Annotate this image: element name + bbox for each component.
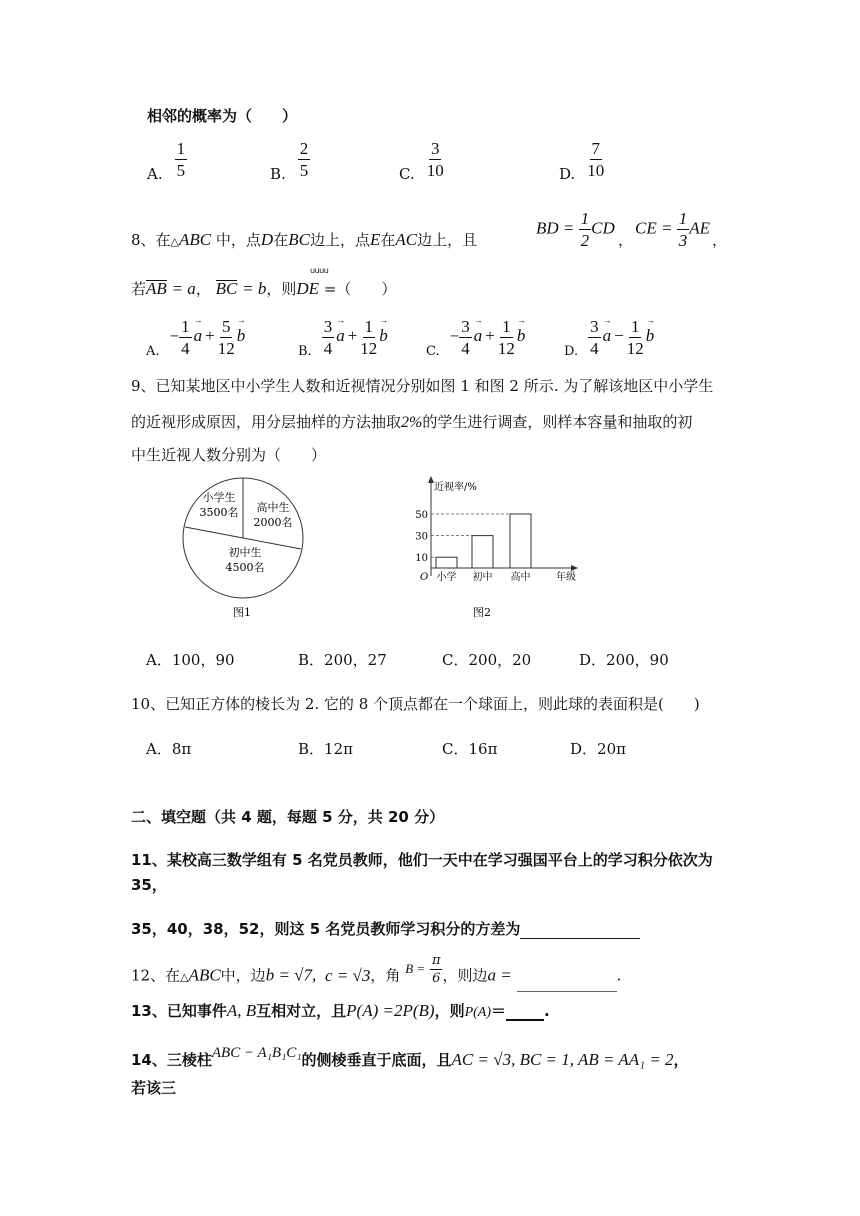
q8-eq-b: = b — [242, 279, 267, 298]
fraction-numerator: 3 — [590, 317, 599, 336]
q11-line1: 11、某校高三数学组有 5 名党员教师，他们一天中在学习强国平台上的学习积分依次为 — [131, 851, 713, 869]
vector-a: → a — [336, 326, 345, 346]
section2-title: 二、填空题（共 4 题，每题 5 分，共 20 分） — [131, 808, 445, 826]
option-fraction — [175, 140, 188, 179]
vector-a: → a — [474, 326, 483, 346]
q9-pct: 2% — [401, 414, 423, 431]
option-fraction-1 — [588, 318, 601, 357]
q14-comma: ， — [673, 1051, 689, 1069]
q12-pi-fraction — [430, 954, 443, 985]
q8-comma1: ， — [618, 231, 634, 249]
q8-t1: 中，点 — [215, 231, 261, 249]
q13-ab: A, B — [226, 1001, 257, 1020]
fraction-denominator: 12 — [626, 339, 644, 358]
q9-line2b: 的学生进行调查，则样本容量和抽取的初 — [422, 413, 693, 431]
fraction-denominator: 4 — [323, 339, 333, 358]
option-operator: + — [205, 326, 215, 346]
q8-third-num: 1 — [678, 209, 688, 228]
bar-小学 — [436, 557, 457, 568]
q8-bc: BC — [288, 230, 310, 249]
q8-option-d[interactable] — [564, 317, 655, 360]
fraction-numerator: 1 — [181, 317, 190, 336]
option-fraction-2 — [218, 318, 235, 357]
q10-text: 10、已知正方体的棱长为 2. 它的 8 个顶点都在一个球面上，则此球的表面积是( ) — [131, 695, 700, 713]
q13-t2: ，则 — [434, 1002, 465, 1020]
option-label: B. — [270, 164, 286, 183]
q10-option-c[interactable]: C．16π — [442, 740, 498, 758]
fraction-denominator: 12 — [360, 339, 378, 358]
pie-divider-left — [185, 527, 243, 538]
q13-prefix: 13、已知事件 — [131, 1002, 227, 1020]
q12-t1: 中，边 — [220, 966, 266, 985]
option-operator: − — [614, 326, 624, 346]
option-label: D. — [559, 164, 576, 183]
q8-cd: CD — [591, 218, 615, 238]
fraction-numerator: 1 — [502, 317, 511, 336]
fraction-numerator: 3 — [323, 317, 333, 336]
q12-six: 6 — [432, 971, 441, 986]
q13-t3: ＝ — [491, 1002, 507, 1020]
q13-pa: P(A) — [464, 1005, 492, 1020]
x-axis-label: 年级 — [556, 572, 576, 583]
q8-bd-condition — [536, 210, 615, 249]
vector-b: → b — [646, 326, 655, 346]
q10-option-a[interactable]: A．8π — [146, 740, 192, 758]
q14-line1 — [131, 1045, 689, 1070]
bar-chart-caption: 图2 — [473, 606, 491, 619]
q9-option-c[interactable]: C．200，20 — [442, 651, 532, 669]
fraction-numerator: 5 — [221, 317, 231, 336]
y-tick-label: 30 — [415, 531, 428, 543]
option-fraction-1 — [322, 318, 335, 357]
option-fraction-2 — [627, 318, 644, 357]
fraction-denominator: 4 — [590, 339, 599, 358]
q14-cond: AC = √3, BC = 1, AB = AA₁ = 2 — [451, 1050, 674, 1069]
q7-option-d[interactable] — [559, 139, 605, 183]
fraction-numerator: 3 — [430, 139, 440, 158]
x-axis-arrow-icon — [571, 565, 578, 571]
bar-chart-figure — [410, 474, 580, 624]
x-tick-label: 小学 — [436, 572, 457, 583]
option-sign: − — [449, 326, 460, 346]
q8-vector-ab: AB — [146, 279, 167, 298]
pie-label-primary-count: 3500名 — [199, 506, 239, 519]
q8-line2-prefix: 若 — [131, 280, 147, 298]
y-axis-label: 近视率/% — [434, 482, 477, 493]
q13-t1: 互相对立，且 — [256, 1002, 347, 1020]
q8-uuuu-glyph: uuuu — [310, 266, 329, 275]
fraction-numerator: 3 — [461, 317, 470, 336]
q11-line3-text: 35，40，38，52，则这 5 名党员教师学习积分的方差为 — [131, 920, 521, 938]
option-label: A. — [147, 164, 163, 183]
q9-option-b[interactable]: B．200，27 — [298, 651, 387, 669]
option-fraction-2 — [360, 318, 377, 357]
triangle-icon: △ — [180, 970, 189, 984]
q8-eq-paren: =（ ） — [323, 280, 397, 298]
fraction-denominator: 12 — [497, 339, 515, 358]
option-label: D. — [564, 344, 579, 360]
q7-option-a[interactable] — [147, 139, 187, 183]
option-fraction-2 — [498, 318, 515, 357]
pie-caption: 图1 — [233, 606, 251, 619]
fraction-denominator: 10 — [426, 161, 444, 180]
fraction-denominator: 10 — [587, 161, 605, 180]
q8-t5: 边上，且 — [417, 231, 478, 249]
fraction-numerator: 7 — [591, 139, 601, 158]
triangle-icon: △ — [170, 235, 180, 248]
x-tick-label: 初中 — [472, 572, 493, 583]
q9-line2 — [131, 411, 692, 432]
option-operator: + — [485, 326, 495, 346]
q7-tail-text: 相邻的概率为（ ） — [147, 107, 298, 125]
q13-expr: P(A) =2P(B) — [346, 1001, 435, 1020]
q12-B-lhs: B = — [405, 960, 426, 976]
q8-option-b[interactable] — [298, 317, 388, 360]
q8-option-c[interactable] — [426, 317, 526, 360]
fraction-denominator: 4 — [181, 339, 190, 358]
q8-abc: ABC — [179, 230, 212, 249]
q8-d: D — [260, 230, 274, 249]
q8-t3: 边上，点 — [309, 231, 370, 249]
q9-option-a[interactable]: A．100，90 — [146, 651, 235, 669]
q8-sep: ， — [195, 280, 211, 298]
q8-comma2: ， — [712, 231, 728, 249]
q14-prefix: 14、三棱柱 — [131, 1051, 212, 1069]
q12-pi: π — [431, 953, 441, 968]
bar-初中 — [472, 536, 493, 568]
q12-t2: ，角 — [370, 966, 401, 985]
q12-abc: ABC — [188, 965, 221, 985]
q8-half-fraction — [579, 210, 592, 249]
q8-t2: 在 — [273, 231, 289, 249]
q8-third-fraction — [677, 210, 690, 249]
q8-option-a[interactable] — [146, 317, 246, 360]
q14-line2: 若该三 — [131, 1079, 177, 1097]
fraction-numerator: 1 — [176, 139, 186, 158]
q11-line3 — [131, 918, 640, 939]
vector-b: → b — [237, 326, 246, 346]
q10-option-d[interactable]: D．20π — [570, 740, 626, 758]
option-fraction-1 — [459, 318, 472, 357]
q8-ac: AC — [395, 230, 418, 249]
pie-chart-figure — [175, 474, 315, 624]
q8-vector-de: DE — [296, 279, 320, 298]
q12-t3: ，则边 — [442, 966, 488, 985]
origin-label: O — [420, 572, 429, 583]
q9-line1: 9、已知某地区中小学生人数和近视情况分别如图 1 和图 2 所示. 为了解该地区中小学生 — [131, 377, 714, 395]
option-fraction — [587, 140, 604, 179]
q11-line2: 35， — [131, 876, 167, 894]
vector-a: → a — [603, 326, 612, 346]
q8-t4: 在 — [380, 231, 396, 249]
q9-line2a: 的近视形成原因，用分层抽样的方法抽取 — [131, 413, 402, 431]
q8-half-num: 1 — [580, 209, 590, 228]
vector-b: → b — [379, 326, 388, 346]
fraction-denominator: 5 — [176, 161, 186, 180]
q13-line — [131, 1000, 550, 1021]
q8-vector-bc: BC — [215, 279, 238, 298]
q13-end: . — [544, 1002, 550, 1020]
q8-ae: AE — [689, 218, 710, 238]
q10-option-b[interactable]: B．12π — [298, 740, 353, 758]
bar-group — [415, 510, 531, 583]
vector-a: → a — [194, 326, 203, 346]
option-sign: − — [169, 326, 180, 346]
q12-a-eq: a = — [487, 965, 512, 985]
pie-label-high-name: 高中生 — [256, 501, 290, 514]
option-fraction — [427, 140, 444, 179]
q14-t1: 的侧棱垂直于底面，且 — [301, 1051, 452, 1069]
option-label: C. — [399, 164, 415, 183]
q12-b-eq: b = √7, — [265, 965, 317, 985]
pie-label-high-count: 2000名 — [253, 516, 293, 529]
option-fraction-1 — [179, 318, 192, 357]
q8-third-den: 3 — [678, 231, 688, 250]
q8-ce-lhs: CE = — [635, 218, 673, 238]
q13-answer-blank[interactable] — [506, 1005, 544, 1021]
fraction-numerator: 1 — [630, 317, 640, 336]
q7-option-b[interactable] — [270, 139, 310, 183]
fraction-numerator: 1 — [364, 317, 374, 336]
fraction-denominator: 5 — [299, 161, 309, 180]
q8-line1 — [131, 229, 477, 250]
q8-line2 — [131, 278, 396, 299]
vector-b: → b — [517, 326, 526, 346]
pie-label-middle-name: 初中生 — [228, 546, 262, 559]
q12-answer-blank[interactable] — [517, 977, 617, 992]
bar-高中 — [510, 514, 531, 568]
q9-line3: 中生近视人数分别为（ ） — [131, 446, 327, 464]
q8-then: ，则 — [266, 280, 297, 298]
option-fraction — [298, 140, 311, 179]
q7-option-c[interactable] — [399, 139, 444, 183]
fraction-denominator: 12 — [217, 339, 235, 358]
q8-half-den: 2 — [580, 231, 590, 250]
q9-option-d[interactable]: D．200，90 — [579, 651, 669, 669]
q8-ce-condition — [635, 210, 710, 249]
option-operator: + — [347, 326, 358, 346]
pie-label-middle-count: 4500名 — [225, 561, 265, 574]
y-tick-label: 50 — [415, 510, 428, 521]
q8-bd-lhs: BD = — [536, 218, 575, 238]
fraction-numerator: 2 — [299, 139, 309, 158]
q14-prism: ABC − A₁B₁C₁ — [211, 1045, 302, 1061]
q12-end: . — [616, 966, 622, 985]
option-label: B. — [298, 344, 312, 360]
option-label: A. — [146, 344, 160, 360]
q12-prefix: 12、在 — [131, 966, 181, 985]
q12-c-eq: c = √3 — [325, 965, 371, 985]
q12-line — [131, 953, 622, 992]
pie-label-primary-name: 小学生 — [202, 491, 236, 504]
y-tick-label: 10 — [415, 553, 428, 565]
q8-e: E — [369, 230, 381, 249]
q8-eq-a: = a — [171, 279, 196, 298]
q11-answer-blank[interactable] — [520, 922, 640, 939]
x-tick-label: 高中 — [510, 572, 531, 583]
q8-prefix: 8、在 — [131, 231, 171, 249]
fraction-denominator: 4 — [461, 339, 470, 358]
option-label: C. — [426, 344, 440, 360]
